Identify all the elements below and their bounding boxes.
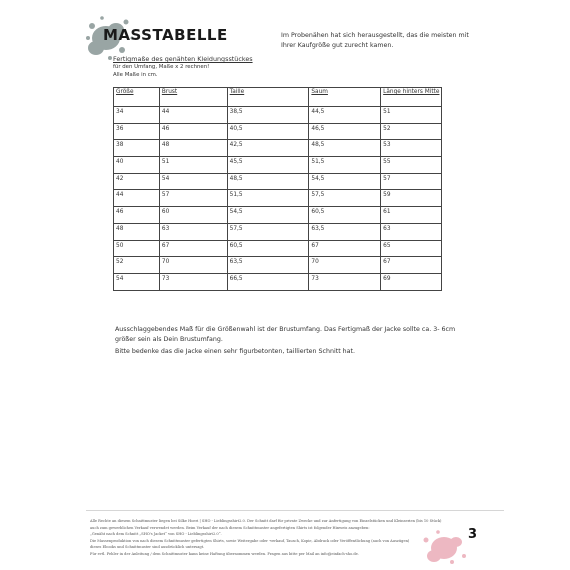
table-cell: 59: [381, 190, 442, 207]
table-cell: 51,5: [309, 157, 381, 174]
col-header-waist: Taille: [227, 88, 309, 107]
table-cell: 51: [159, 157, 227, 174]
table-cell: 48,5: [309, 140, 381, 157]
table-cell: 51: [381, 107, 442, 124]
fit-note-text: Bitte bedenke das die Jacke einen sehr figurbetonten, taillierten Schnitt hat.: [115, 348, 356, 355]
table-cell: 70: [309, 257, 381, 274]
table-cell: 44: [159, 107, 227, 124]
footer-line: dieses Ebooks und Schnittmuster sind ausdrücklich untersagt.: [90, 545, 205, 550]
table-header-row: [114, 88, 442, 107]
intro-text: Im Probenähen hat sich herausgestellt, das die meisten mit Ihrer Kaufgröße gut zurecht kamen.: [281, 32, 469, 49]
footer-line: „Genäht nach dem Schnitt „SHO's Jacket“ von SHO - Lieblingsshirt2.0“.: [90, 532, 222, 537]
table-note-circumference: für den Umfang, Maße x 2 rechnen!: [113, 64, 210, 70]
table-cell: 48: [114, 223, 160, 240]
size-table: [113, 87, 442, 291]
page-number: 3: [468, 527, 478, 542]
table-cell: 67: [381, 257, 442, 274]
table-row: [114, 273, 442, 290]
col-header-size: Größe: [114, 88, 160, 107]
table-cell: 44,5: [309, 107, 381, 124]
table-cell: 36: [114, 123, 160, 140]
table-cell: 42,5: [227, 140, 309, 157]
table-cell: 42: [114, 173, 160, 190]
table-cell: 52: [114, 257, 160, 274]
table-cell: 54: [114, 273, 160, 290]
table-cell: 67: [159, 240, 227, 257]
table-row: [114, 190, 442, 207]
table-cell: 50: [114, 240, 160, 257]
table-cell: 57,5: [227, 223, 309, 240]
table-cell: 69: [381, 273, 442, 290]
table-cell: 34: [114, 107, 160, 124]
table-cell: 46: [114, 207, 160, 224]
table-cell: 60,5: [309, 207, 381, 224]
table-cell: 73: [159, 273, 227, 290]
footer-line: Für evtl. Fehler in der Anleitung / dem Schnittmuster kann keine Haftung übernommen werden. Fragen aus bitte per Mail an info@einfach-sho.de.: [90, 551, 359, 556]
table-note-units: Alle Maße in cm.: [113, 72, 158, 78]
footer-line: auch zum gewerblichen Verkauf verwendet werden. Beim Verkauf der nach diesem Schnittmuster angefertigten Shirts ist folgender Hinweis anzugeben:: [90, 525, 370, 530]
table-cell: 38: [114, 140, 160, 157]
page-title: MASSTABELLE: [103, 26, 228, 44]
table-row: [114, 223, 442, 240]
table-cell: 57: [159, 190, 227, 207]
table-cell: 40,5: [227, 123, 309, 140]
table-cell: 60,5: [227, 240, 309, 257]
table-cell: 57,5: [309, 190, 381, 207]
table-cell: 46: [159, 123, 227, 140]
table-cell: 63,5: [309, 223, 381, 240]
col-header-hem: Saum: [309, 88, 381, 107]
table-row: [114, 207, 442, 224]
table-cell: 63,5: [227, 257, 309, 274]
table-cell: 61: [381, 207, 442, 224]
table-cell: 48: [159, 140, 227, 157]
table-cell: 48,5: [227, 173, 309, 190]
table-cell: 54: [159, 173, 227, 190]
footer-line: Die Massenproduktion von nach diesem Schnittmuster gefertigten Shirts, sowie Weitergabe oder -verkauf, Tausch, Kopie, Abdruck oder Veröffentlichung (auch von Auszügen): [90, 538, 410, 543]
table-cell: 38,5: [227, 107, 309, 124]
table-row: [114, 107, 442, 124]
table-cell: 51,5: [227, 190, 309, 207]
table-row: [114, 123, 442, 140]
footer-line: Alle Rechte an diesem Schnittmuster liegen bei Silke Hoeri | SHO - Lieblingsshirt2.0. Der Schnitt darf für private Zwecke und zur Anfertigung von Einzelstücken und Kleinserien (bis 10 Stück): [90, 519, 442, 523]
table-row: [114, 140, 442, 157]
table-cell: 65: [381, 240, 442, 257]
footer-divider: [86, 510, 504, 511]
table-cell: 44: [114, 190, 160, 207]
table-subtitle: Fertigmaße des genähten Kleidungsstückes: [113, 55, 253, 63]
table-cell: 70: [159, 257, 227, 274]
table-cell: 45,5: [227, 157, 309, 174]
table-row: [114, 173, 442, 190]
table-cell: 67: [309, 240, 381, 257]
table-cell: 55: [381, 157, 442, 174]
table-row: [114, 240, 442, 257]
table-cell: 60: [159, 207, 227, 224]
table-cell: 40: [114, 157, 160, 174]
table-row: [114, 257, 442, 274]
col-header-chest: Brust: [159, 88, 227, 107]
table-cell: 54,5: [227, 207, 309, 224]
table-cell: 57: [381, 173, 442, 190]
table-cell: 63: [159, 223, 227, 240]
pink-splash-decoration: [418, 524, 473, 568]
table-cell: 46,5: [309, 123, 381, 140]
table-cell: 54,5: [309, 173, 381, 190]
table-row: [114, 157, 442, 174]
col-header-back-length: Länge hinters Mitte: [381, 88, 442, 107]
table-cell: 73: [309, 273, 381, 290]
table-cell: 53: [381, 140, 442, 157]
table-cell: 63: [381, 223, 442, 240]
size-advice-text: Ausschlaggebendes Maß für die Größenwahl ist der Brustumfang. Das Fertigmaß der Jacke sollte ca. 3- 6cm größer sein als Dein Brustumfang.: [115, 326, 456, 343]
table-cell: 66,5: [227, 273, 309, 290]
table-cell: 52: [381, 123, 442, 140]
